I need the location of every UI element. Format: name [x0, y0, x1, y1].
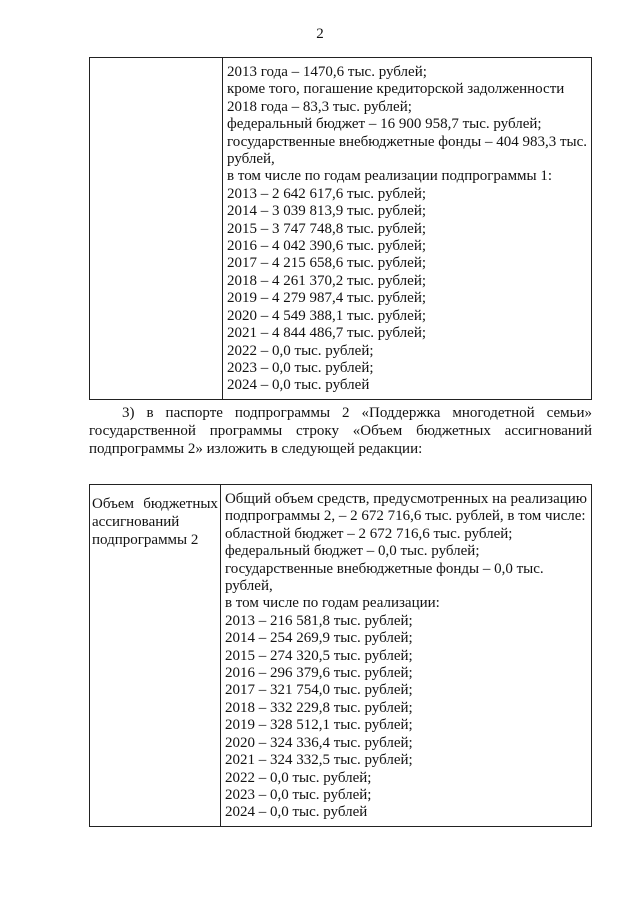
table-line: рублей,	[224, 578, 273, 595]
table-line: 2019 – 4 279 987,4 тыс. рублей;	[227, 290, 427, 307]
table-row	[90, 485, 592, 827]
table-line: подпрограммы 2, – 2 672 716,6 тыс. рублей, в том числе:	[224, 508, 586, 525]
table-line: 2013 года – 1470,6 тыс. рублей;	[227, 64, 427, 80]
table-content-cell	[220, 485, 591, 827]
table-line: 2015 – 274 320,5 тыс. рублей;	[224, 647, 413, 664]
table-content-cell	[223, 58, 592, 400]
label-word: Объем	[92, 496, 134, 512]
table-line: 2023 – 0,0 тыс. рублей;	[227, 359, 374, 376]
label-line	[92, 495, 218, 513]
table-line: 2014 – 254 269,9 тыс. рублей;	[224, 630, 413, 647]
table-line: 2020 – 324 336,4 тыс. рублей;	[224, 734, 413, 751]
table-row	[90, 58, 592, 400]
page-number: 2	[316, 26, 324, 42]
table-line: 2023 – 0,0 тыс. рублей;	[224, 786, 372, 803]
table-line: 2019 – 328 512,1 тыс. рублей;	[224, 717, 413, 734]
table-line: государственные внебюджетные фонды – 404 983,3 тыс.	[227, 133, 587, 150]
table-line: 2022 – 0,0 тыс. рублей;	[227, 342, 374, 359]
table-line: 2017 – 4 215 658,6 тыс. рублей;	[227, 255, 427, 272]
table-line: в том числе по годам реализации подпрограммы 1:	[227, 168, 553, 185]
table-line: Общий объем средств, предусмотренных на реализацию	[224, 491, 587, 507]
table-line: 2017 – 321 754,0 тыс. рублей;	[224, 682, 413, 699]
table-line: 2018 – 332 229,8 тыс. рублей;	[224, 699, 413, 716]
amendment-paragraph: 3) в паспорте подпрограммы 2 «Поддержка многодетной семьи» государственной программы строку «Объем бюджетных ассигнований подпрограммы 2» изложить в следующей редакции:	[89, 405, 592, 457]
table-line: 2022 – 0,0 тыс. рублей;	[224, 769, 372, 786]
table-line: 2021 – 324 332,5 тыс. рублей;	[224, 752, 413, 769]
table-line: рублей,	[227, 151, 275, 168]
table-line: 2020 – 4 549 388,1 тыс. рублей;	[227, 307, 427, 324]
table-line: кроме того, погашение кредиторской задолженности	[227, 81, 565, 98]
label-line: ассигнований	[92, 514, 180, 530]
table-line: областной бюджет – 2 672 716,6 тыс. рублей;	[224, 525, 513, 542]
table-line: федеральный бюджет – 0,0 тыс. рублей;	[224, 543, 480, 560]
table-line: государственные внебюджетные фонды – 0,0 тыс.	[224, 560, 544, 577]
table-line: 2018 года – 83,3 тыс. рублей;	[227, 98, 412, 115]
table-line: 2014 – 3 039 813,9 тыс. рублей;	[227, 203, 427, 220]
table-line: в том числе по годам реализации:	[224, 595, 440, 612]
funding-table-subprogram-2	[89, 484, 592, 827]
label-line: подпрограммы 2	[92, 532, 199, 548]
table-label-cell	[90, 58, 223, 400]
table-line: 2013 – 2 642 617,6 тыс. рублей;	[227, 185, 427, 202]
funding-table-continuation	[89, 57, 592, 400]
table-line: 2016 – 296 379,6 тыс. рублей;	[224, 665, 413, 682]
table-line: 2016 – 4 042 390,6 тыс. рублей;	[227, 238, 427, 255]
table-line: 2018 – 4 261 370,2 тыс. рублей;	[227, 272, 427, 289]
label-word: бюджетных	[143, 496, 218, 512]
table-line: 2015 – 3 747 748,8 тыс. рублей;	[227, 220, 427, 237]
table-label-cell	[90, 485, 221, 827]
table-line: 2021 – 4 844 486,7 тыс. рублей;	[227, 325, 427, 342]
table-line: федеральный бюджет – 16 900 958,7 тыс. рублей;	[227, 116, 542, 133]
table-line: 2024 – 0,0 тыс. рублей	[227, 377, 370, 394]
table-line: 2024 – 0,0 тыс. рублей	[224, 804, 368, 821]
table-line: 2013 – 216 581,8 тыс. рублей;	[224, 612, 413, 629]
